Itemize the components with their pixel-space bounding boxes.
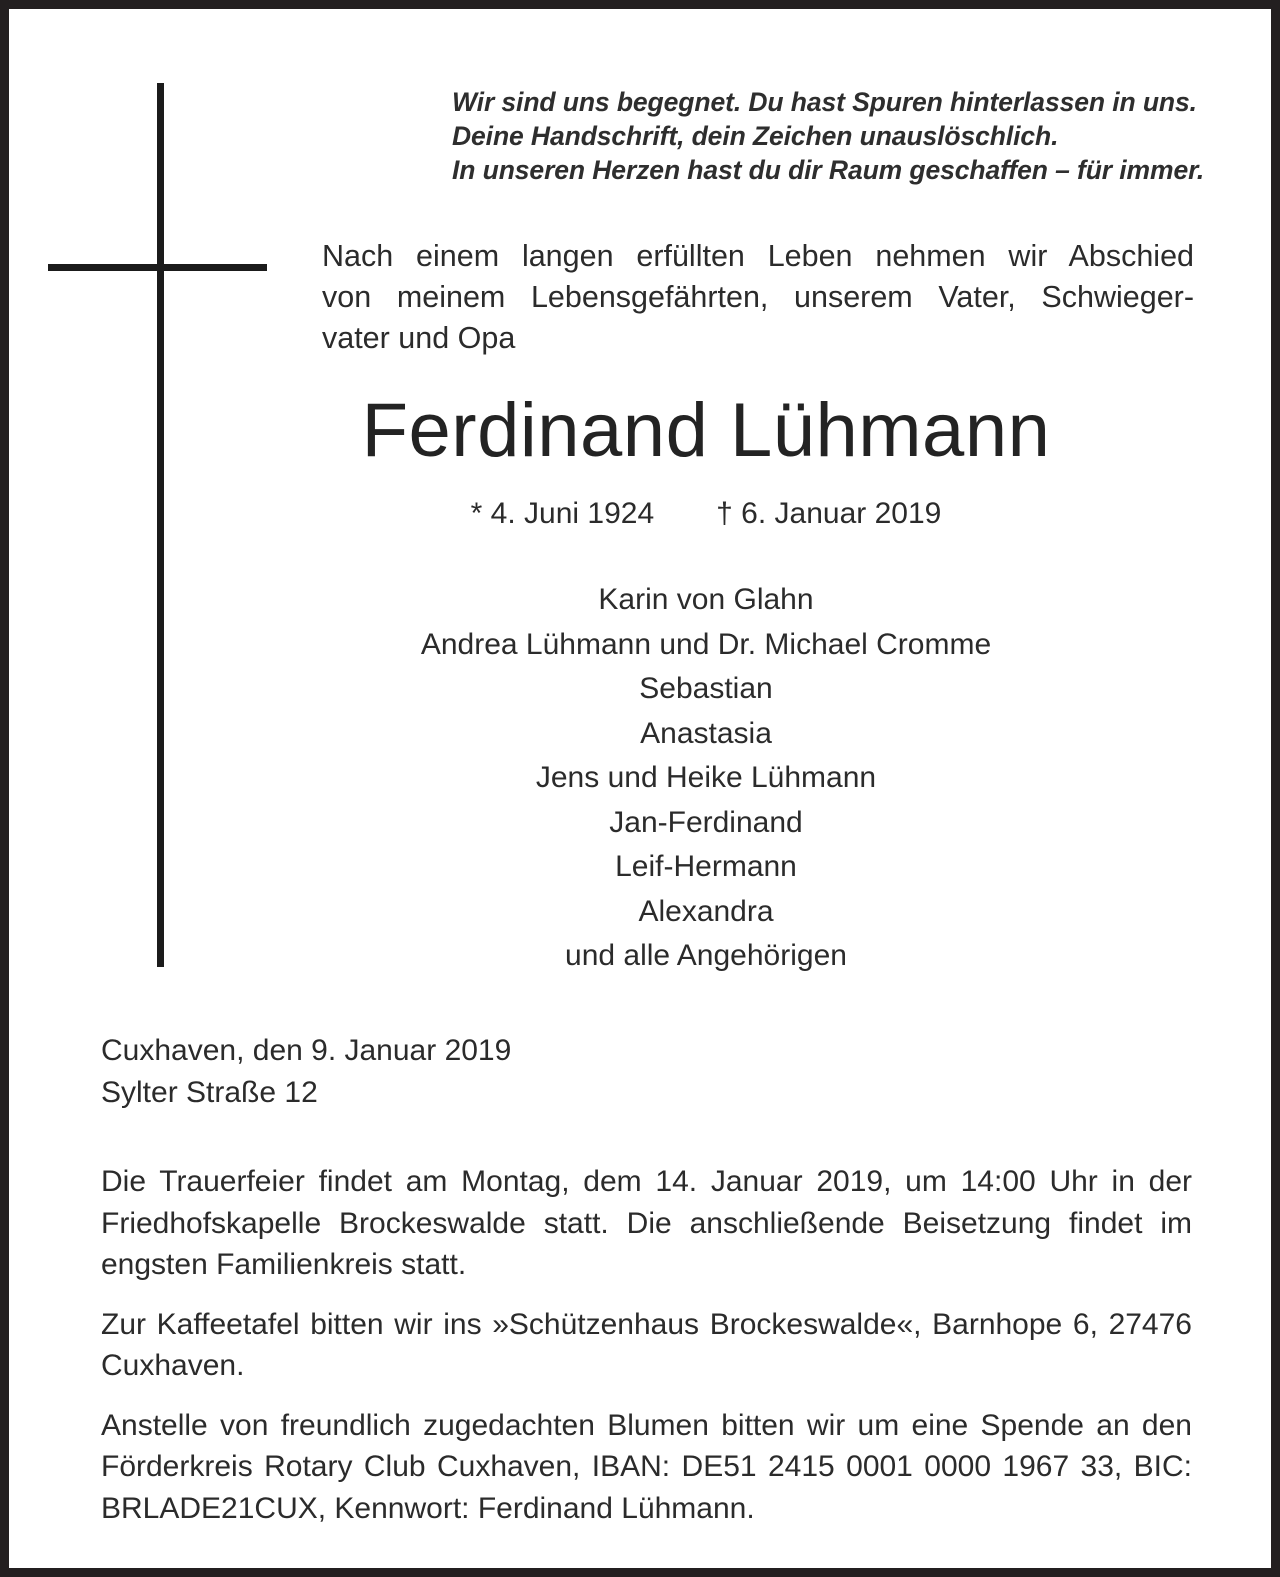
christian-cross-icon-horizontal-bar [48, 264, 267, 271]
obituary-card [9, 9, 1271, 1568]
funeral-service-paragraph: Die Trauerfeier findet am Montag, dem 14. Januar 2019, um 14:00 Uhr in der Friedhofskapelle Brockeswalde statt. Die anschließende Beisetzung findet im engsten Familienkreis statt. [101, 1165, 1192, 1281]
introduction-paragraph [322, 236, 1194, 359]
life-dates [9, 494, 1271, 534]
epigraph-line-2: Deine Handschrift, dein Zeichen unauslöschlich. [452, 121, 1059, 151]
place-date-line: Cuxhaven, den 9. Januar 2019 [101, 1034, 512, 1067]
introduction-line-1: Nach einem langen erfüllten Leben nehmen wir Abschied [322, 239, 1194, 273]
survivor-name: Karin von Glahn [598, 583, 814, 616]
survivor-name: und alle Angehörigen [565, 939, 847, 972]
survivors-list [9, 578, 1271, 979]
survivor-name: Andrea Lühmann und Dr. Michael Cromme [420, 627, 992, 661]
survivor-name: Jan-Ferdinand [609, 805, 803, 839]
funeral-details-block [101, 1161, 1192, 1529]
survivor-name: Leif-Hermann [615, 850, 797, 883]
introduction-line-2: von meinem Lebensgefährten, unserem Vater, Schwieger- [322, 280, 1194, 314]
survivor-name: Alexandra [638, 894, 774, 928]
donation-paragraph: Anstelle von freundlich zugedachten Blumen bitten wir um eine Spende an den Förderkreis Rotary Club Cuxhaven, IBAN: DE51 2415 0001 0000 1967 33, BIC: BRLADE21CUX, Kennwort: Ferdinand Lühmann. [101, 1408, 1192, 1525]
survivor-name: Anastasia [640, 716, 772, 750]
deceased-name: Ferdinand Lühmann [361, 388, 1051, 473]
birth-date: * 4. Juni 1924 [470, 497, 655, 530]
survivor-name: Jens und Heike Lühmann [535, 761, 877, 794]
death-date: † 6. Januar 2019 [716, 497, 942, 530]
epigraph-line-1: Wir sind uns begegnet. Du hast Spuren hinterlassen in uns. [452, 87, 1197, 117]
reception-paragraph: Zur Kaffeetafel bitten wir ins »Schützenhaus Brockeswalde«, Barnhope 6, 27476 Cuxhaven. [101, 1307, 1192, 1382]
epigraph-line-3: In unseren Herzen hast du dir Raum geschaffen – für immer. [452, 155, 1205, 185]
street-address-line: Sylter Straße 12 [101, 1076, 318, 1109]
survivor-name: Sebastian [639, 672, 773, 705]
introduction-line-3: vater und Opa [322, 321, 516, 355]
epigraph-verse [452, 85, 1212, 187]
place-and-date-block [101, 1030, 511, 1114]
